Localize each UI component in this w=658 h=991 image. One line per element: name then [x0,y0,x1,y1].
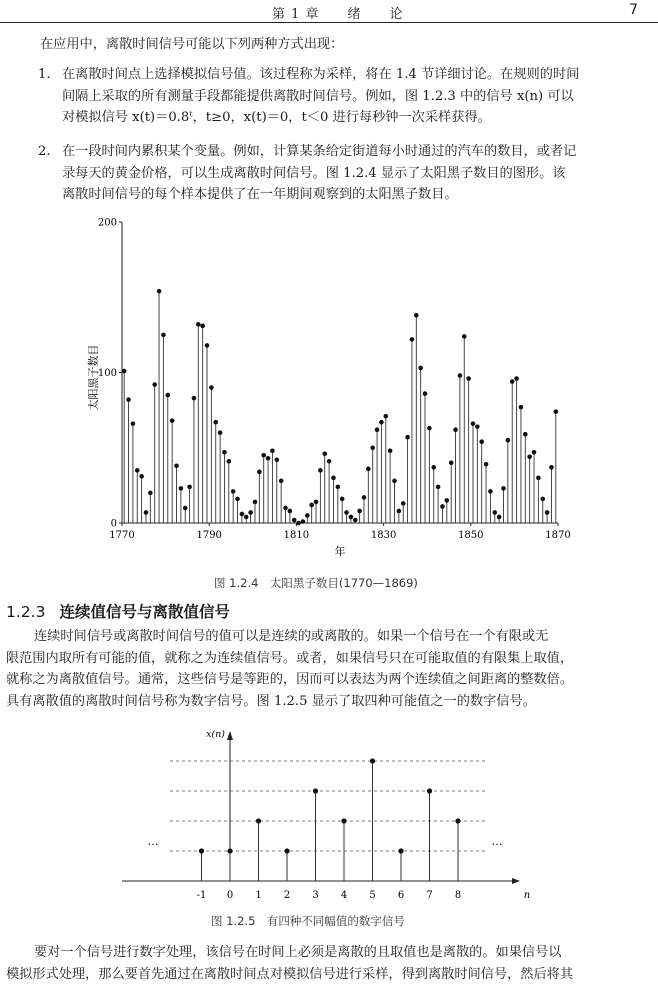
section-number: 1.2.3 [6,603,46,621]
text-line: 模拟形式处理，那么要首先通过在离散时间点对模拟信号进行采样，得到离散时间信号，然后将其 [6,966,574,982]
stem-marker [313,788,318,793]
digital-signal-chart [0,724,658,914]
x-tick-label: 1790 [196,530,222,541]
stem-marker [205,343,210,348]
y-axis-label: 太阳黑子数目 [87,344,100,411]
chapter-title: 第 1 章 绪 论 [272,7,404,22]
stem-marker [462,334,467,339]
section-heading [6,600,230,622]
stem-marker [157,289,162,294]
stem-marker [455,818,460,823]
stem-marker [179,486,184,491]
stem-marker [445,498,450,503]
stem-marker [440,504,445,509]
stem-marker [362,495,367,500]
text-line: 录每天的黄金价格，可以生成离散时间信号。图 1.2.4 显示了太阳黑子数目的图形。该 [62,165,566,181]
stem-marker [501,486,506,491]
stem-marker [510,379,515,384]
stem-marker [370,445,375,450]
stem-marker [414,313,419,318]
stem-marker [484,462,489,467]
stem-marker [165,393,170,398]
stem-marker [274,457,279,462]
stem-marker [357,509,362,514]
stem-marker [431,465,436,470]
stem-marker [266,456,271,461]
stem-marker [340,497,345,502]
stem-marker [227,848,232,853]
stem-marker [532,450,537,455]
y-tick-label: 100 [97,368,117,379]
stem-marker [244,515,249,520]
stem-marker [341,818,346,823]
stem-marker [379,420,384,425]
x-tick-label: 1770 [109,530,135,541]
text-line: 对模拟信号 x(t)＝0.8ᵗ，t≥0，x(t)＝0，t＜0 进行每秒钟一次采样获得。 [62,110,491,126]
stem-marker [536,476,541,481]
stem-marker [344,510,349,515]
stem-marker [545,510,550,515]
stem-marker [449,461,454,466]
stem-marker [196,322,201,327]
bottom-paragraph [6,942,573,985]
stem-marker [322,451,327,456]
page-header [0,0,658,23]
stem-marker [240,512,245,517]
list-item-1 [38,64,580,129]
stem-marker [383,414,388,419]
stem-marker [318,468,323,473]
stem-marker [458,373,463,378]
text-line: 在一段时间内累积某个变量。例如，计算某条给定街道每小时通过的汽车的数目，或者记 [62,144,577,159]
stem-marker [453,427,458,432]
stem-marker [144,510,149,515]
stem-marker [497,515,502,520]
stem-marker [514,376,519,381]
stem-marker [284,848,289,853]
x-tick-label: 1850 [458,530,484,541]
stem-marker [405,435,410,440]
stem-marker [488,489,493,494]
ellipsis-left: … [147,835,159,848]
x-tick-label: 7 [426,890,433,901]
stem-marker [366,467,371,472]
text-line: 要对一个信号进行数字处理，该信号在时间上必须是离散的且取值也是离散的。如果信号以 [34,945,562,960]
stem-marker [392,479,397,484]
stem-marker [475,424,480,429]
x-tick-label: 8 [454,890,462,901]
stem-marker [549,465,554,470]
list-number: 2. [38,144,51,159]
stem-marker [309,503,314,508]
text-line: 间隔上采取的所有测量手段都能提供离散时间信号。例如，图 1.2.3 中的信号 x(n) 可以 [62,88,574,104]
stem-marker [235,497,240,502]
x-tick-label: 1870 [545,530,571,541]
stem-marker [301,519,306,524]
stem-marker [388,448,393,453]
stem-marker [122,369,127,374]
stem-marker [397,509,402,514]
stem-marker [199,848,204,853]
stem-marker [296,521,301,526]
x-tick-label: 1810 [283,530,310,541]
stem-marker [410,337,415,342]
stem-marker [471,421,476,426]
intro-text: 在应用中，离散时间信号可能以下列两种方式出现： [40,37,344,52]
section-body [6,626,573,712]
text-line: 连续时间信号或离散时间信号的值可以是连续的或离散的。如果一个信号在一个有限或无 [34,629,549,644]
text-line: 就称之为离散值信号。通常，这些信号是等距的，因而可以表达为两个连续值之间距离的整数倍。 [6,672,574,688]
stem-marker [174,464,179,469]
stem-marker [523,432,528,437]
stem-marker [183,506,188,511]
ellipsis-right: … [491,835,503,848]
stem-marker [519,405,524,410]
x-axis-label: 年 [334,545,346,558]
stem-marker [479,439,484,444]
page-number: 7 [629,2,638,18]
stem-marker [527,454,532,459]
stem-marker [126,397,131,402]
n-axis-arrow [512,878,520,884]
stem-marker [187,485,192,490]
stem-marker [139,474,144,479]
stem-marker [135,468,140,473]
x-tick-label: 6 [397,890,405,901]
x-tick-label: 4 [340,890,348,901]
stem-marker [283,506,288,511]
text-line: 离散时间信号的每个样本提供了在一年期间观察到的太阳黑子数目。 [62,187,458,203]
stem-marker [314,500,319,505]
stem-marker [288,509,293,514]
stem-marker [540,497,545,502]
stem-marker [506,438,511,443]
stem-marker [222,450,227,455]
stem-marker [256,818,261,823]
stem-marker [253,500,258,505]
stem-marker [270,448,275,453]
x-tick-label: 1830 [370,530,397,541]
stem-marker [349,515,354,520]
stem-marker [466,376,471,381]
stem-marker [261,453,266,458]
stem-marker [227,459,232,464]
x-tick-label: 3 [312,890,319,901]
figure-2-caption: 图 1.2.5 有四种不同幅值的数字信号 [211,914,405,928]
x-tick-label: 0 [226,890,234,901]
stem-marker [279,479,284,484]
stem-marker [192,396,197,401]
list-item-2 [38,141,577,206]
stem-marker [152,382,157,387]
x-tick-label: -1 [196,890,207,901]
stem-marker [423,391,428,396]
stem-marker [331,476,336,481]
stem-marker [370,758,375,763]
stem-marker [327,459,332,464]
section-title: 连续值信号与离散值信号 [59,603,230,621]
y-tick-label: 0 [110,518,117,530]
y-axis-label: x(n) [206,729,225,740]
stem-marker [170,418,175,423]
text-line: 限范围内取所有可能的值，就称之为连续值信号。或者，如果信号只在可能取值的有限集上取值， [6,650,574,666]
xn-axis-arrow [227,731,233,740]
stem-marker [436,485,441,490]
stem-marker [200,324,205,329]
y-tick-label: 200 [97,217,117,229]
stem-marker [213,420,218,425]
stem-marker [398,848,403,853]
stem-marker [218,430,223,435]
list-number: 1. [38,67,51,82]
stem-marker [231,489,236,494]
figure-1-caption: 图 1.2.4 太阳黑子数目(1770—1869) [214,576,418,590]
stem-marker [336,485,341,490]
stem-marker [401,501,406,506]
stem-marker [554,409,559,414]
stem-marker [418,366,423,371]
stem-marker [427,788,432,793]
stem-marker [161,333,166,338]
stem-marker [427,426,432,431]
x-tick-label: 2 [283,890,291,901]
stem-marker [148,491,153,496]
x-tick-label: 1 [255,890,262,901]
x-tick-label: 5 [369,890,376,901]
stem-marker [292,518,297,523]
stem-marker [492,510,497,515]
text-line: 在离散时间点上选择模拟信号值。该过程称为采样，将在 1.4 节详细讨论。在规则的时间 [62,67,580,82]
sunspot-stem-chart [0,210,658,560]
stem-marker [257,470,262,475]
text-line: 具有离散值的离散时间信号称为数字信号。图 1.2.5 显示了取四种可能值之一的数字信号。 [6,693,536,709]
stem-marker [131,421,136,426]
stem-marker [209,385,214,390]
x-axis-label: n [523,890,531,901]
stem-marker [305,513,310,518]
stem-marker [248,510,253,515]
stem-marker [375,427,380,432]
stem-marker [353,518,358,523]
